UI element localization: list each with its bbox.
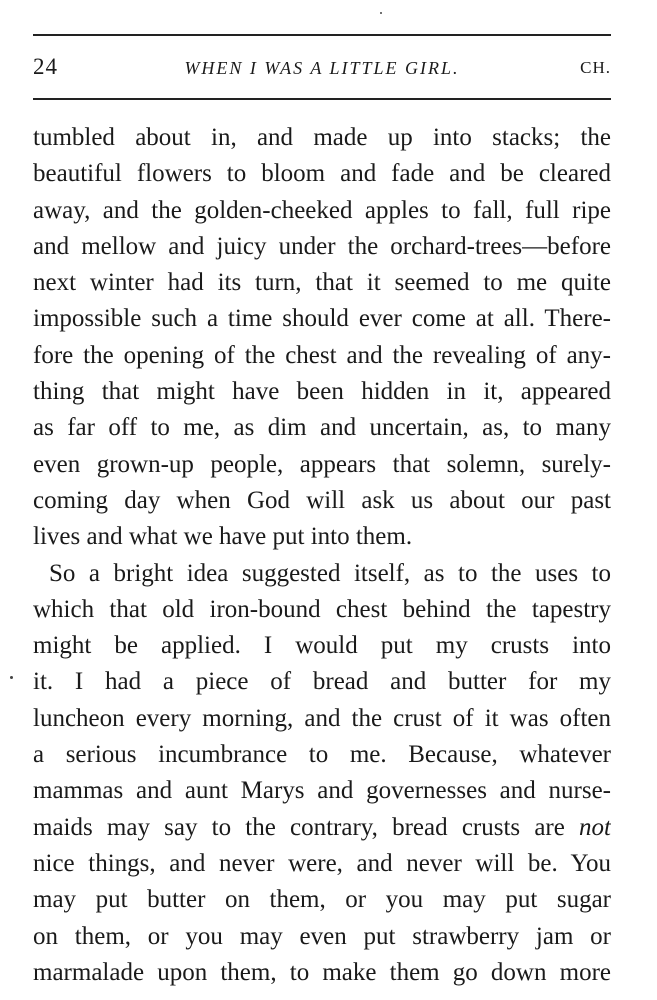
chapter-mark: CH. [580, 58, 611, 77]
print-speck [10, 676, 13, 679]
text-line: and mellow and juicy under the orchard-trees—before [33, 232, 611, 260]
header-top-rule [33, 34, 611, 36]
paragraph-2 [33, 556, 611, 992]
text-segment: maids may say to the contrary, bread crusts are [33, 813, 565, 841]
text-line: So a bright idea suggested itself, as to the uses to [49, 559, 611, 587]
running-head [33, 52, 611, 86]
text-line: away, and the golden-cheeked apples to fall, full ripe [33, 196, 611, 224]
text-line: mammas and aunt Marys and governesses and nurse- [33, 777, 611, 805]
text-line: which that old iron-bound chest behind the tapestry [33, 595, 611, 623]
text-line: lives and what we have put into them. [33, 523, 413, 551]
text-line: impossible such a time should ever come at all. There- [33, 305, 611, 333]
text-line: it. I had a piece of bread and butter for my [33, 668, 611, 696]
page-number: 24 [33, 54, 58, 79]
text-line: a serious incumbrance to me. Because, whatever [33, 741, 611, 769]
text-line: next winter had its turn, that it seemed to me quite [33, 269, 611, 297]
print-speck [380, 12, 382, 14]
header-bottom-rule [33, 98, 611, 100]
text-line: may put butter on them, or you may put sugar [33, 886, 611, 914]
text-line: tumbled about in, and made up into stacks; the [33, 124, 611, 151]
text-line: marmalade upon them, to make them go down more [33, 958, 611, 986]
text-line: might be applied. I would put my crusts into [33, 632, 611, 660]
text-line: as far off to me, as dim and uncertain, as, to many [33, 414, 611, 442]
text-line: fore the opening of the chest and the revealing of any- [33, 341, 611, 369]
running-title: WHEN I WAS A LITTLE GIRL. [184, 58, 460, 78]
text-line: thing that might have been hidden in it, appeared [33, 378, 611, 406]
text-line: coming day when God will ask us about our past [33, 486, 611, 514]
text-line-with-emphasis [33, 810, 611, 846]
text-line: on them, or you may even put strawberry jam or [33, 922, 611, 950]
text-line: beautiful flowers to bloom and fade and be cleared [33, 160, 611, 188]
body-text [33, 120, 611, 991]
paragraph-1 [33, 120, 611, 556]
text-line: luncheon every morning, and the crust of it was often [33, 704, 611, 732]
emphasis-word: not [579, 813, 611, 841]
text-line: even grown-up people, appears that solemn, surely- [33, 450, 611, 478]
text-line: nice things, and never were, and never will be. You [33, 849, 611, 877]
